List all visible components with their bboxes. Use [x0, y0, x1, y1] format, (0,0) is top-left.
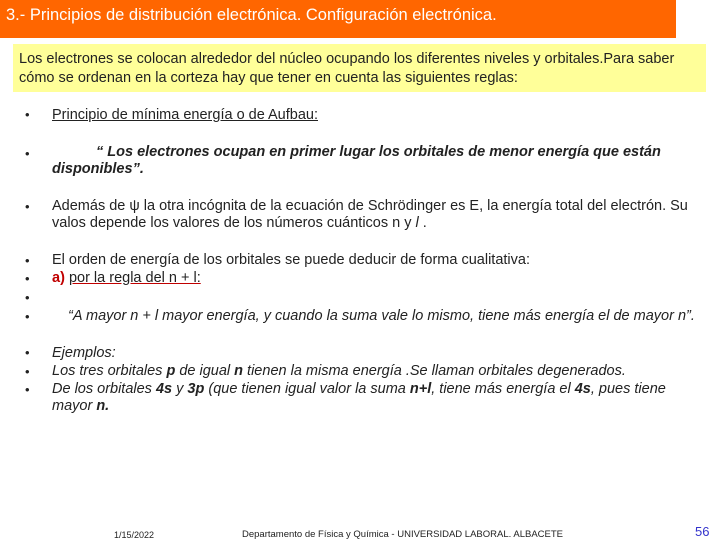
example2-3p: 3p [187, 381, 205, 397]
example1-p: p [166, 363, 176, 379]
bullet: • [25, 345, 30, 360]
period: . [418, 215, 427, 231]
page-number: 56 [695, 524, 710, 539]
bullet: • [25, 146, 30, 161]
example2-nl: n+l [409, 381, 432, 397]
rule-a-text: por la regla del n + l: [68, 270, 201, 286]
schrodinger-paragraph [52, 198, 712, 232]
order-line: El orden de energía de los orbitales se puede deducir de forma cualitativa: [52, 252, 530, 268]
example1-post: tienen la misma energía .Se llaman orbitales degenerados. [243, 363, 626, 379]
example2-mid: (que tienen igual valor la suma [204, 381, 410, 397]
l-symbol: l [415, 215, 419, 231]
example2-pre: De los orbitales [52, 381, 156, 397]
examples-label: Ejemplos: [52, 345, 116, 361]
rule-a [52, 270, 201, 287]
example1-mid: de igual [175, 363, 235, 379]
aufbau-quote: “ Los electrones ocupan en primer lugar los orbitales de menor energía que están disponibles”. [52, 144, 661, 177]
footer-date: 1/15/2022 [114, 530, 155, 540]
example2-n: n. [96, 398, 110, 414]
bullet: • [25, 290, 30, 305]
bullet: • [25, 199, 30, 214]
bullet: • [25, 107, 30, 122]
example1-pre: Los tres orbitales [52, 363, 167, 379]
example2-4s-bold: 4s [574, 381, 591, 397]
example-2 [52, 381, 702, 415]
example1-n: n [234, 363, 244, 379]
bullet: • [25, 309, 30, 324]
example2-y: y [172, 381, 188, 397]
example-1 [52, 363, 626, 380]
schrodinger-text-mid: la otra incógnita de la ecuación de Schrödinger es E, la energía total del electrón. Su valos depende los valores de los números cuánticos n y [52, 198, 688, 231]
intro-text: Los electrones se colocan alrededor del núcleo ocupando los diferentes niveles y orbitales.Para saber cómo se ordenan en la corteza hay que tener en cuenta las siguientes reglas: [19, 51, 675, 86]
example2-4s: 4s [155, 381, 173, 397]
rule-quote: “A mayor n + l mayor energía, y cuando la suma vale lo mismo, tiene más energía el de mayor n”. [68, 308, 695, 324]
example2-pues: , pues tiene mayor [52, 381, 666, 414]
title-bar [0, 0, 676, 38]
psi-symbol: ψ [129, 198, 140, 214]
schrodinger-text-start: Además de [52, 198, 130, 214]
bullet: • [25, 364, 30, 379]
intro-box [13, 44, 706, 92]
example2-mid2: , tiene más energía el [431, 381, 575, 397]
bullet: • [25, 382, 30, 397]
slide-title: 3.- Principios de distribución electrónica. Configuración electrónica. [6, 6, 497, 24]
footer-department: Departamento de Física y Química - UNIVERSIDAD LABORAL. ALBACETE [242, 529, 564, 540]
bullet: • [25, 271, 30, 286]
aufbau-heading: Principio de mínima energía o de Aufbau: [52, 107, 318, 123]
rule-a-label: a) [52, 270, 65, 286]
bullet: • [25, 253, 30, 268]
